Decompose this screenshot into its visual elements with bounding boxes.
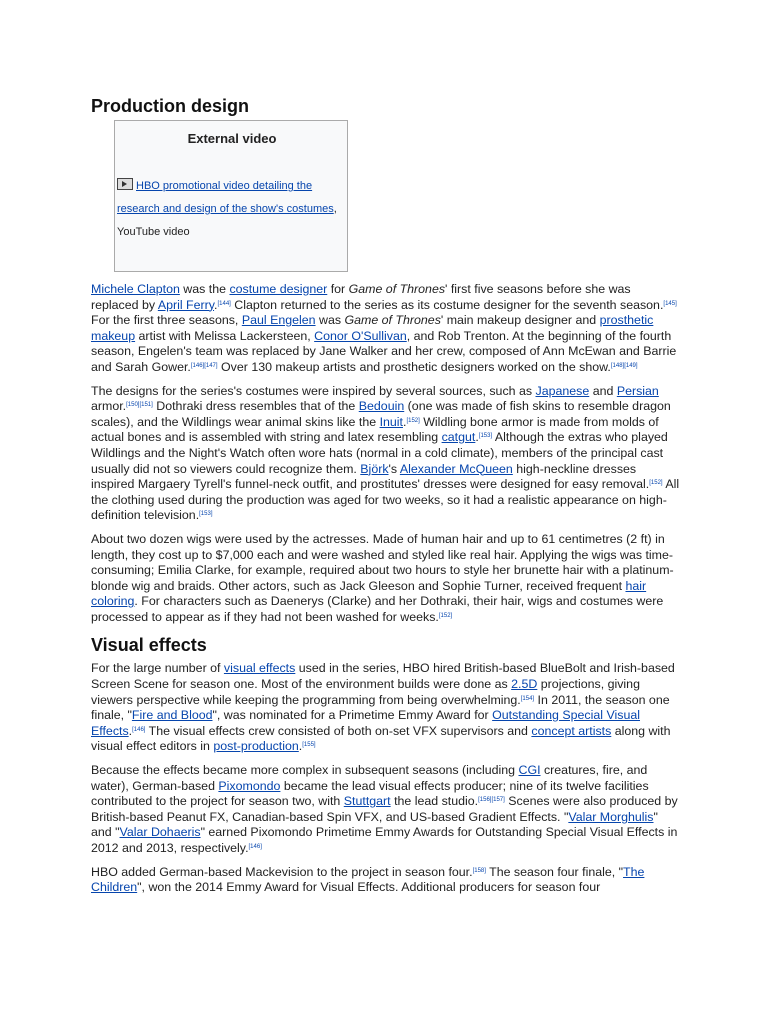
text-run: (one was made of fish skins to resemble dragon scales), and the Wildlings wear animal skins like the: [91, 399, 671, 429]
text-run: HBO added German-based Mackevision to the project in season four.: [91, 864, 473, 879]
paragraph: [91, 282, 681, 376]
film-video-icon: [117, 178, 133, 190]
wiki-link[interactable]: Outstanding Special Visual Effects: [91, 708, 640, 738]
text-run: Dothraki dress resembles that of the: [152, 399, 359, 414]
text-run: was the: [179, 282, 230, 296]
text-run: For the first three seasons,: [91, 313, 242, 328]
text-run: the lead studio.: [390, 794, 479, 809]
text-run: projections, giving viewers perspective while keeping the programming from being overwhelming.: [91, 677, 640, 707]
section-body-visual-effects: [91, 661, 681, 895]
text-run: became the lead visual effects producer; nine of its twelve facilities contributed to the project for season two, with: [91, 778, 649, 809]
text-run: Because the effects became more complex in subsequent seasons (including: [91, 763, 519, 778]
text-run: .: [128, 723, 133, 738]
wiki-link[interactable]: Michele Clapton: [91, 282, 180, 296]
wiki-link[interactable]: Valar Morghulis: [568, 809, 654, 824]
wiki-link[interactable]: Bedouin: [358, 399, 405, 414]
citation-ref[interactable]: [145]: [663, 300, 677, 307]
wiki-link[interactable]: prosthetic makeup: [91, 313, 654, 343]
wiki-link[interactable]: Stuttgart: [343, 794, 391, 809]
citation-ref[interactable]: [156][157]: [478, 797, 505, 804]
text-run: .: [214, 297, 218, 312]
text-run: Over 130 makeup artists and prosthetic designers worked on the show.: [217, 359, 611, 374]
text-run: Wildling bone armor is made from molds of actual bones and is assembled with string and latex resembling: [91, 414, 659, 445]
section-body-production-design: [91, 282, 681, 625]
text-run: .: [402, 414, 407, 429]
text-run: ", was nominated for a Primetime Emmy Award for: [212, 708, 493, 723]
wiki-link[interactable]: hair coloring: [91, 578, 647, 609]
citation-ref[interactable]: [146]: [248, 844, 262, 850]
text-run: The designs for the series's costumes were inspired by several sources, such as: [91, 383, 536, 398]
text-run: All the clothing used during the production was aged for two weeks, so it had a realistic appearance on high-definition television.: [91, 477, 680, 523]
citation-ref[interactable]: [155]: [302, 742, 316, 749]
text-run: , and Rob Trenton. At the beginning of the fourth season, Engelen's team was replaced by Jane Walker and her crew, composed of Ann McEwan and Barrie and Sarah Gower.: [91, 328, 677, 374]
wiki-link[interactable]: April Ferry: [157, 297, 215, 312]
text-run: used in the series, HBO hired British-based BlueBolt and Irish-based Screen Scene for season one. Most of the environment builds were done as: [91, 661, 675, 692]
citation-ref[interactable]: [148][149]: [610, 362, 638, 369]
text-run: " earned Pixomondo Primetime Emmy Awards for Outstanding Special Visual Effects in 2012 and 2013, respectively.: [91, 825, 678, 855]
citation-ref[interactable]: [152]: [406, 417, 420, 424]
text-run: ' main makeup designer and: [440, 313, 600, 328]
wiki-link[interactable]: visual effects: [223, 661, 296, 676]
text-run: About two dozen wigs were used by the actresses. Made of human hair and up to 61 centimetres (2 ft) in length, they cost up to $7,000 each and were washed and styled like real hair. Applying the wigs was time-consuming; Emilia Clarke, for example, required about two hours to style her brunette hair with a platinum-blonde wig and braids. Other actors, such as Jack Gleeson and Sophie Turner, received frequent: [91, 531, 674, 593]
text-run: creatures, fire, and water), German-based: [91, 763, 648, 793]
section-heading-visual-effects: Visual effects: [91, 635, 207, 656]
wiki-link[interactable]: costume designer: [229, 282, 328, 296]
citation-ref[interactable]: [153]: [199, 511, 213, 518]
text-run: Clapton returned to the series as its costume designer for the seventh season.: [230, 297, 664, 312]
text-run: for: [327, 282, 349, 296]
wiki-link[interactable]: concept artists: [531, 723, 612, 738]
wiki-link[interactable]: Alexander McQueen: [399, 461, 513, 476]
text-run: The season four finale, ": [485, 864, 624, 879]
citation-ref[interactable]: [153]: [478, 433, 493, 440]
text-run: " and ": [91, 809, 658, 840]
text-run: 's: [388, 461, 400, 476]
wiki-link[interactable]: post-production: [213, 739, 299, 754]
text-run: Although the extras who played Wildlings and the Night's Watch often wore hats (normal in a cold climate), members of the principal cast usually did not so viewers could recognize them.: [91, 430, 668, 476]
text-run: ", won the 2014 Emmy Award for Visual Effects. Additional producers for season four: [137, 880, 601, 895]
external-video-line: HBO promotional video detailing the research and design of the show's costumes,: [117, 180, 337, 215]
text-run: artist with Melissa Lackersteen,: [135, 328, 315, 343]
text-run: In 2011, the season one finale, ": [91, 692, 670, 723]
wiki-link[interactable]: Fire and Blood: [131, 708, 213, 723]
text-run: ' first five seasons before she was replaced by: [91, 282, 631, 312]
wiki-link[interactable]: catgut: [441, 430, 476, 445]
text-run: .: [475, 430, 479, 445]
wiki-link[interactable]: Inuit: [379, 414, 403, 429]
citation-ref[interactable]: [150][151]: [126, 402, 153, 409]
citation-ref[interactable]: [158]: [472, 867, 486, 874]
paragraph: [91, 384, 681, 524]
wiki-link[interactable]: Japanese: [535, 383, 590, 398]
wiki-link[interactable]: Persian: [616, 383, 659, 398]
text-run: and: [589, 383, 617, 398]
citation-ref[interactable]: [146][147]: [190, 362, 218, 369]
paragraph: [91, 865, 681, 896]
wiki-link[interactable]: Conor O'Sullivan: [314, 328, 407, 343]
text-run: The visual effects crew consisted of both on-set VFX supervisors and: [145, 723, 532, 738]
wiki-link[interactable]: Pixomondo: [218, 778, 281, 793]
italic-title: Game of Thrones: [344, 313, 441, 328]
external-video-link[interactable]: HBO promotional video detailing the research and design of the show's costumes: [117, 180, 334, 215]
paragraph: [91, 661, 681, 755]
paragraph: [91, 763, 681, 857]
italic-title: Game of Thrones: [348, 282, 446, 296]
citation-ref[interactable]: [146]: [132, 726, 146, 733]
text-run: high-neckline dresses inspired Margaery Tyrell's funnel-neck outfit, and prostitutes' dresses were designed for easy removal.: [91, 461, 650, 492]
wiki-link[interactable]: Paul Engelen: [241, 313, 316, 328]
wiki-link[interactable]: CGI: [518, 763, 541, 778]
external-video-caption: YouTube video: [117, 226, 190, 238]
text-run: armor.: [91, 399, 127, 414]
citation-ref[interactable]: [144]: [217, 300, 231, 307]
article-content: [91, 94, 681, 904]
wiki-link[interactable]: The Children: [91, 864, 645, 895]
citation-ref[interactable]: [152]: [438, 612, 453, 619]
text-run: .: [298, 739, 303, 754]
wiki-link[interactable]: 2.5D: [511, 677, 538, 692]
wiki-link[interactable]: Björk: [360, 461, 389, 476]
text-run: For the large number of: [91, 661, 224, 676]
text-run: along with visual effect editors in: [91, 723, 671, 754]
external-video-title: External video: [187, 131, 277, 146]
citation-ref[interactable]: [152]: [649, 480, 663, 487]
text-run: was: [315, 313, 345, 328]
citation-ref[interactable]: [154]: [520, 695, 535, 702]
text-run: Scenes were also produced by British-based Peanut FX, Canadian-based Spin VFX, and US-based Gradient Effects. ": [91, 794, 678, 824]
external-video-box: [114, 120, 348, 272]
paragraph: [91, 532, 681, 626]
section-heading-production-design: Production design: [91, 96, 250, 116]
wiki-link[interactable]: Valar Dohaeris: [119, 825, 201, 840]
text-run: . For characters such as Daenerys (Clarke) and her Dothraki, their hair, wigs and costumes were processed to appear as if they had not been washed for weeks.: [91, 594, 664, 624]
